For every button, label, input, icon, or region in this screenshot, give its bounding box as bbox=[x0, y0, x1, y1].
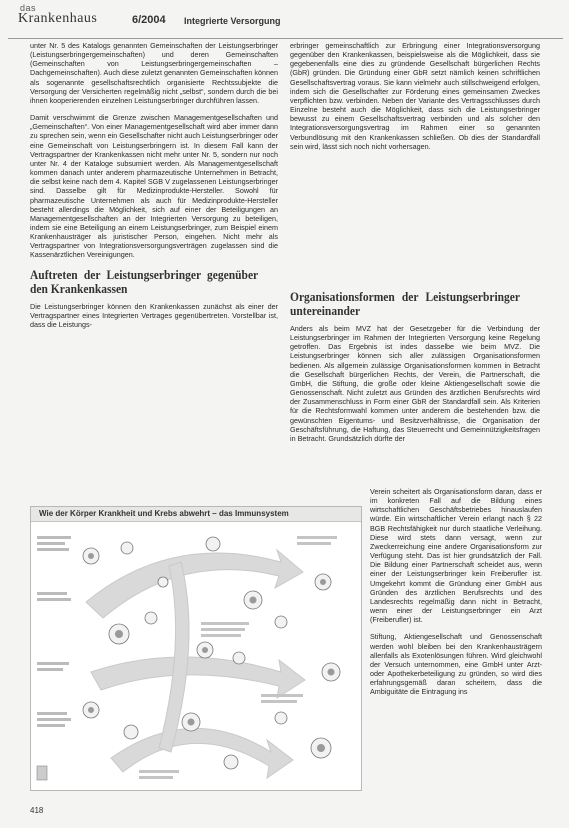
figure-captions bbox=[37, 536, 71, 727]
page-number: 418 bbox=[30, 806, 44, 815]
copyright-mark bbox=[37, 766, 47, 780]
immune-system-illustration bbox=[31, 522, 361, 790]
magazine-name-top: das bbox=[20, 3, 37, 13]
left-column bbox=[30, 41, 278, 337]
figure-title-bar bbox=[31, 507, 361, 522]
section-title: Integrierte Versorgung bbox=[184, 16, 281, 26]
paragraph: Damit verschwimmt die Grenze zwischen Managementgesellschaften und „Gemeinschaften“. Von einer Managementgesellschaft wird aber immer dann zu sprechen sein, wenn ein Gesellschafter nicht auch Leistungserbringer oder eine Gemeinschaft von Leistungserbringern ist. In diesem Fall kann der Vertragspartner der Krankenkassen nicht mehr unter Nr. 5, sondern nur noch unter Nr. 4 der Kataloge subsumiert werden. Als Managementgesellschaft kommen danach unter anderem pharmazeutische Unternehmen in Betracht, die selbst keine nach dem 4. Kapitel SGB V zugelassenen Leistungserbringer sind. Dasselbe gilt für Medizinprodukte-Hersteller. Sowohl für pharmazeutische Unternehmen als auch für Medizinprodukte-Hersteller besteht allerdings die Möglichkeit, sich auf einer der Beteiligungen an Managementgesellschaften an der Integrierten Versorgung zu beteiligen, indem sie eine Beteiligung an einem Leistungserbringer, zum Beispiel einem Krankenhausträger als juristischer Person, eingehen. Nicht mehr als Vertragspartner von Integrationsversorgungsverträgen zugelassen sind die Kassenärztlichen Vereinigungen. bbox=[30, 113, 278, 260]
right-column-bottom bbox=[370, 487, 542, 704]
right-column-top bbox=[290, 41, 540, 159]
pathway-arrows bbox=[86, 550, 305, 778]
paragraph: unter Nr. 5 des Katalogs genannten Gemeinschaften der Leistungserbringer (Leistungserbringergemeinschaften) und deren Gemeinschaften (Gemeinschaften von Leistungserbringergemeinschaften – Dachgemeinschaften). Auch diese zuletzt genannten Gemeinschaften können als sogenannte gesellschaftsrechtlich organisierte Rechtssubjekte die Versorgung der Versicherten regelmäßig nicht „selbst“, sondern durch die bei ihnen kooperierenden einzelnen Leistungserbringer durchführen lassen. bbox=[30, 41, 278, 105]
paragraph: Stiftung, Aktiengesellschaft und Genossenschaft werden wohl bleiben bei den Krankenhausträgern allenfalls als Exotenlösungen führen. Wird gleichwohl der Versuch unternommen, eine GmbH unter Arzt- oder Apothekerbeteiligung zu gründen, so wird dies erfahrungsgemäß daran scheitern, dass die Ambiguitäte die Eintragung ins bbox=[370, 632, 542, 697]
subheading: Auftreten der Leistungserbringer gegenüber den Krankenkassen bbox=[30, 267, 259, 296]
immune-system-figure bbox=[30, 506, 362, 791]
paragraph: Die Leistungserbringer können den Krankenkassen zunächst als einer der Vertragspartner eines Integrierten Vertrages gegenübertreten. Vorstellbar ist, dass die Leistungs- bbox=[30, 301, 278, 329]
paragraph: Anders als beim MVZ hat der Gesetzgeber für die Verbindung der Leistungserbringer im Rahmen der Integrierten Versorgung keine Regelung getroffen. Das Ergebnis ist indes dasselbe wie beim MVZ. Die Leistungserbringer können sich aller zulässigen Organisationsformen bedienen. Als allgemein zulässige Organisationsformen kommen in Betracht die Gesellschaft bürgerlichen Rechts, der Verein, die Partnerschaft, die GmbH, die Stiftung, die große oder kleine Aktiengesellschaft sowie die Genossenschaft. Nicht zuletzt aus Gründen des ärztlichen Berufsrechts wird der Zusammenschluss in Form einer GbR der Standardfall sein. Als Kriterien für die Rechtsformwahl kommen unter anderem die bestehenden bzw. die gewünschten Eigentums- und Besitzverhältnisse, die Organisation der Geschäftsführung, die Haftung, das Steuerrecht und Gemeinnützigkeitsfragen in Betracht. Grundsätzlich dürfte der bbox=[290, 324, 540, 443]
paragraph: Verein scheitert als Organisationsform daran, dass er im konkreten Fall auf die Bildung eines wirtschaftlichen Geschäftsbetriebes hinauslaufen würde. Ein wirtschaftlicher Verein erlangt nach § 22 BGB Rechtsfähigkeit nur durch staatliche Verleihung. Diese wird stets dann versagt, wenn zur Zweckerreichung eine andere Organisationsform zur Verfügung steht. Das ist hier grundsätzlich der Fall. Die Bildung einer Partnerschaft scheidet aus, wenn einer der Leistungserbringer kein Freiberufler ist. Umgekehrt kommt die Gründung einer GmbH aus Gründen des ärztlichen Berufsrechts und des Landesrechts regelmäßig dann nicht in Betracht, wenn einer der Leistungserbringer ein Arzt (Freiberufler) ist. bbox=[370, 487, 542, 625]
paragraph: erbringer gemeinschaftlich zur Erbringung einer Integrationsversorgung gegenüber den Krankenkassen, beispielsweise als die Möglichkeit, dass sie gegebenenfalls eine dies zu gründende Gesellschaft bürgerlichen Rechts (GbR) gründen. Die Gründung einer GbR setzt nämlich keinen schriftlichen Gesellschaftsvertrag voraus. Sie kann vielmehr auch stillschweigend erfolgen, indem sich die Gesellschafter zur Förderung eines gemeinsamen Zweckes verpflichten bzw. verbinden. Neben der Variante des Vertragsschlusses durch Einzelne besteht auch die Möglichkeit, dass sich die Leistungserbringer bewusst zu einem Gesellschaftsvertrag verbinden und als solcher den Integrationsversorgungsvertrag im Rahmen einer so genannten Verbundlösung mit den Krankenkassen schließen. Ob dies der Standardfall sein wird, lässt sich noch nicht vorhersagen. bbox=[290, 41, 540, 151]
subheading: Organisationsformen der Leistungserbringer untereinander bbox=[290, 290, 520, 318]
magazine-name: Krankenhaus bbox=[18, 11, 98, 26]
issue-number: 6/2004 bbox=[132, 14, 166, 26]
right-column-middle bbox=[290, 288, 540, 451]
figure-title: Wie der Körper Krankheit und Krebs abwehrt – das Immunsystem bbox=[39, 509, 289, 518]
page-header bbox=[8, 2, 563, 39]
